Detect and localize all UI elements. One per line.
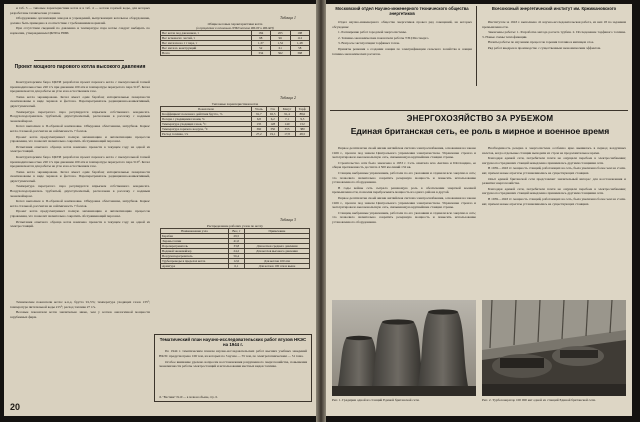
table1-subtitle: (в процентах к основным ЛЭКЗ котлов ЯП-6Т и ЯП-ЯП) (196, 26, 274, 30)
bottom-text (10, 300, 150, 340)
table-cell: 350 (267, 127, 279, 132)
table1-grid (160, 30, 310, 56)
table-cell: Арматура (161, 264, 229, 269)
turbine-hall-image (482, 300, 626, 396)
headline-rule (330, 110, 628, 111)
thematic-plan-body (159, 349, 307, 368)
table-header-cell: Вес, т (228, 229, 244, 234)
paragraph: Испытания опытного образца котла намечено провести в текущем году на одной из электростанций. (10, 144, 150, 154)
section-title: Проект мощного парового котла высокого давления (14, 64, 146, 70)
footnote: Л. "Вестник" №10 — в полном объеме, стр. 6. (159, 395, 218, 399)
table-cell: Вес вспомогат. частей, т (161, 36, 252, 41)
table-cell: 112 (290, 36, 310, 41)
table-cell: 1,52 (271, 41, 290, 46)
table-cell: Вес котла под давлением, т (161, 31, 252, 36)
paragraph: Испытания опытного образца котла намечено провести в текущем году на одной из электростанций. (10, 219, 150, 229)
paragraph: 2. Технико-экономические показатели работы ТЭЦ Мосэнерго. (338, 35, 430, 40)
paragraph: В 1939—1943 гг. мощность станций, работающих на сеть, была увеличена более чем на 2 млн. квт, причем новые агрегаты устанавливались на существующих станциях. (482, 166, 626, 175)
table-cell: 6,2 (267, 117, 279, 122)
paragraph: Особое внимание уделено вопросам восстановления разрушенного энергохозяйства, повышения экономичности работы электростанций и использования местных видов топлива. (159, 359, 307, 369)
table-header-cell: Торф (295, 107, 309, 112)
table-header-cell: Примечание (244, 229, 309, 234)
table-cell: 96 (271, 36, 290, 41)
cooling-towers-image (332, 300, 476, 396)
table3-title: Распределение рабочих узлов по котлу (206, 224, 263, 228)
table-cell: Барабан (161, 234, 229, 239)
table-cell: 56,4 (228, 254, 244, 259)
table-cell: Для котлов среднего давления (244, 244, 309, 249)
table1 (160, 22, 310, 92)
news-col1-title: Московский отдел Научно-инженерного технического общества энергетиков (335, 6, 469, 16)
table-cell: 48,5 (295, 132, 309, 137)
paragraph: 1. Расширение работ городской энергосистемы. (338, 30, 407, 35)
table-cell: 19,1 (267, 132, 279, 137)
table-cell: 140 (279, 122, 295, 127)
divider (34, 60, 124, 61)
table-cell: 24,2 (228, 249, 244, 254)
table-cell: 362 (271, 51, 290, 56)
paragraph: Температура перегретого пара регулируется впрыском собственного конденсата. Воздухоподогреватель трубчатый, двухступенчатый, расположен в рассечку с водяным экономайзером. (10, 109, 150, 123)
table2-grid (160, 106, 310, 137)
table-cell: Температура уходящих газов, °C (161, 122, 252, 127)
article-col1 (332, 146, 476, 296)
paragraph: Строительство сети было закончено в 1933 г. Сеть охватила всю Англию и Шотландию, ее общая протяженность достигла 4 500 км линий 132 кв. (332, 160, 476, 170)
paragraph: Станции, выбранные управлением, работали по его указаниям и отдавали всю энергию в сеть; это позволило значительно сократить резервную мощность и повысить использование установленного оборудования. (332, 210, 476, 224)
page-number: 20 (10, 402, 21, 412)
news-col2-body (482, 20, 626, 108)
table-cell: Воздухоподогреватель (161, 254, 229, 259)
paragraph: Температура перегретого пара регулируется впрыском собственного конденсата. Воздухоподогреватель трубчатый, двухступенчатый, расположен в рассечку с водяным экономайзером. (10, 184, 150, 198)
paragraph: Первое десятилетие своей жизни английская система электроснабжения, основанная на законе 1926 г., прошла под знаком Центрального управления электричеством. Управление строило и эксплуатировало высоковольтную сеть, связывающую крупнейшие станции страны. (332, 146, 476, 160)
book-gutter (316, 0, 326, 422)
table-cell: 368 (290, 51, 310, 56)
paragraph: Котел выполнен в П-образной компоновке. Обмуровка облегченная, натрубная. Каркас котла стальной, рассчитан на сейсмичность 7 баллов. (10, 199, 150, 208)
fig2-caption: Рис. 2. Турбогенератор 100 000 квт одной из станций Единой британской сети. (482, 398, 596, 402)
table-cell: Экраны топки (161, 239, 229, 244)
paragraph: Отдел научно-инженерного общества энергетиков провел ряд совещаний, на которых обсуждены: (332, 20, 472, 29)
table2 (160, 102, 310, 212)
paragraph: Начаты работы по изучению процессов горения топлива в кипящем слое. (488, 40, 595, 45)
table-row (161, 51, 310, 56)
left-page (4, 4, 316, 416)
table-cell: 52 (251, 46, 270, 51)
table-cell: 7,1 (279, 117, 295, 122)
paragraph: Котел выполнен в П-образной компоновке. Обмуровка облегченная, натрубная. Каркас котла стальной, рассчитан на сейсмичность 7 баллов. (10, 124, 150, 133)
paragraph: Закончены работы: 1. Разработка метода расчета турбин. 2. Исследование торфяного топлива. 3. Новые схемы теплофикации. (482, 30, 626, 39)
paragraph: По 1944 г. тематическим планом научно-исследовательских работ высших учебных заведений НКЭС предусмотрено 106 тем, из которых по 3 вузам — 55 тем, по электротехническим — 51 тема. (159, 349, 307, 358)
table1-label: Таблица 1 (280, 16, 296, 20)
table-cell: 360 (251, 127, 266, 132)
table1-title: Общие весовые характеристики котла (207, 22, 263, 26)
paragraph: Топка котла экранирована. Котел имеет один барабан; испарительные поверхности скомпонованы в виде экранов и фестона. Пароперегреватель радиационно-конвективный, двухступенчатый. (10, 169, 150, 183)
paragraph: Конструкторским бюро ЦКТИ разработан проект парового котла с пылеугольной топкой производительностью 220 т/ч при давлении 100 ати и температуре перегретого пара 510°. Котел предназначается для работы на угле и на естественном газе. (10, 80, 150, 94)
table-cell: Температура горячего воздуха, °C (161, 127, 252, 132)
table-cell: Расход топлива, т/ч (161, 132, 252, 137)
table-cell: 152 (295, 122, 309, 127)
table-cell: Для котлов 100 ати (244, 259, 309, 264)
paragraph: Опыт единой британской сети представляет значительный интерес для восстановления и развития энергохозяйства. (482, 176, 626, 186)
headline-kicker: ЭНЕРГОХОЗЯЙСТВО ЗА РУБЕЖОМ (406, 114, 554, 123)
table-cell: 29,5 (228, 234, 244, 239)
table-cell: 198 (290, 31, 310, 36)
table-header-cell: Уголь (251, 107, 266, 112)
table-cell: 61 (271, 46, 290, 51)
table-row (161, 244, 310, 249)
fig1-caption: Рис. 1. Градирни одной из станций Единой британской сети. (332, 398, 420, 402)
paragraph: Топка котла экранирована. Котел имеет один барабан; испарительные поверхности скомпонованы в виде экранов и фестона. Пароперегреватель радиационно-конвективный, двухступенчатый. (10, 94, 150, 108)
paragraph: Институтом за 1943 г. выполнено 41 научно-исследовательская работа, из них 18 по заданиям промышленности. (482, 20, 626, 29)
paragraph: Проект котла предусматривает полную механизацию и автоматизацию процессов управления, что позволит значительно сократить обслуживающий персонал. (10, 209, 150, 219)
table-cell: 88,6 (295, 112, 309, 117)
table-cell: 17,8 (279, 132, 295, 137)
table-header-cell: Газ (267, 107, 279, 112)
table-cell: 205 (271, 31, 290, 36)
turbogenerator-photo (482, 300, 626, 396)
paragraph: Первое десятилетие своей жизни английская система электроснабжения, основанная на законе 1926 г., прошла под знаком Центрального управления электричеством. Управление строило и эксплуатировало высоковольтную сеть, связывающую крупнейшие станции страны. (332, 195, 476, 210)
table-header-cell: Мазут (279, 107, 295, 112)
table-row (161, 259, 310, 264)
cooling-towers-photo (332, 300, 476, 396)
table-cell: Пароперегреватель (161, 244, 229, 249)
paragraph: Ряд работ внедрен в производство с существенным экономическим эффектом. (488, 45, 602, 50)
intro-text-column (10, 6, 150, 58)
paragraph: Необходимость резерва в энергосистеме особенно ярко выявилась в период воздушных налетов, когда отдельные станции выходили из строя на продолжительное время. (482, 146, 626, 155)
paragraph: В годы войны сеть сыграла решающую роль в обеспечении энергией военной промышленности, позволяя перебрасывать мощность из одного района в другой. (332, 185, 476, 195)
table-cell: Потери с уходящими газами, % (161, 117, 252, 122)
table-cell: 1,37 (251, 41, 270, 46)
table-cell: 58 (290, 46, 310, 51)
table3-grid (160, 228, 310, 269)
table-cell: 33,8 (228, 244, 244, 249)
table3 (160, 224, 310, 324)
table-cell: 184 (251, 31, 270, 36)
section-body (10, 80, 150, 298)
table-cell: 1,48 (290, 41, 310, 46)
table-cell: 9,3 (295, 117, 309, 122)
table-cell: Трубопроводы в пределах котла (161, 259, 229, 264)
paragraph: 3. Вопросы эксплуатации торфяных топок. (338, 41, 400, 46)
table-cell: Вес металл. конструкций (161, 46, 252, 51)
table-cell: 334 (251, 51, 270, 56)
table3-label: Таблица 3 (280, 218, 296, 222)
paragraph: Станции, выбранные управлением, работали по его указаниям и отдавали всю энергию в сеть; это позволило значительно сократить резервную мощность и повысить использование установленного оборудования. (332, 170, 476, 185)
table-cell: Всего (161, 51, 252, 56)
table-cell: Водяной экономайзер (161, 249, 229, 254)
paragraph: и таб. 3 — типовые характеристики котла и в таб. 4 — котлов горячей воды, для которых разработаны технические условия. (10, 6, 150, 15)
column-divider (476, 6, 477, 86)
paragraph: Весовые показатели котла значительно ниже, чем у котлов аналогичной мощности зарубежных фирм. (10, 310, 150, 319)
table-cell: 98 (251, 36, 270, 41)
thematic-plan-box (154, 334, 312, 402)
paragraph: Конструкторским бюро ЦКТИ разработан проект парового котла с пылеугольной топкой производительностью 220 т/ч при давлении 100 ати и температуре перегретого пара 510°. Котел предназначается для работы на угле и на естественном газе. (10, 154, 150, 169)
paragraph: Технические показатели котла: к.п.д. брутто 91,5%; температура уходящих газов 135°; температура питательной воды 215°; расход топлива 27 т/ч. (10, 300, 150, 309)
table-cell: 6,8 (251, 117, 266, 122)
headline: Единая британская сеть, ее роль в мирное и военное время (350, 126, 610, 136)
table-cell: 91,7 (251, 112, 266, 117)
table-cell: 41,0 (228, 239, 244, 244)
table-row (161, 264, 310, 269)
table-cell: 355 (279, 127, 295, 132)
table-header-cell: Показатели (161, 107, 252, 112)
news-col2-title: Всесоюзный энергетический институт им. Кржижановского (491, 6, 617, 11)
news-col1-body (332, 20, 472, 86)
table-cell: 12,6 (228, 259, 244, 264)
table-row (161, 132, 310, 137)
table-cell: 91,4 (279, 112, 295, 117)
table2-title: Тепловые характеристики котла (211, 102, 259, 106)
paragraph: При отсутствии сведений по давлению и температуре пара котлы следует выбирать по нормалям, утвержденным ЦКТИ и НИИ. (10, 26, 150, 35)
paragraph: Благодаря единой сети, потребители почти не ощущали перебоев в электроснабжении; нагрузка пострадавших станций немедленно принималась другими станциями сети. (482, 156, 626, 165)
article-col2 (482, 146, 626, 296)
table-cell: 6,1 (228, 264, 244, 269)
thematic-plan-title: Тематический план научно-исследовательских работ втузов НКЭС на 1944 г. (159, 337, 307, 348)
table-cell: 92,5 (267, 112, 279, 117)
table-cell: 128 (267, 122, 279, 127)
paragraph: Оборудование организации заводов и учреждений, выпускающих котельное оборудование, должно быть приведено в соответствие с требованиями нормалей. (10, 16, 150, 25)
table-cell: Для котлов высокого давления (244, 249, 309, 254)
paragraph: Приняты решения о создании секции по электрификации сельского хозяйства и секции технико-экономических расчетов. (332, 46, 472, 56)
table-cell: Вес металла на 1 т пара, т (161, 41, 252, 46)
right-page (326, 4, 632, 416)
table2-label: Таблица 2 (280, 96, 296, 100)
paragraph: В 1939—1943 гг. мощность станций, работающих на сеть, была увеличена более чем на 2 млн. квт, причем новые агрегаты устанавливались на существующих станциях. (482, 196, 626, 206)
table-cell: 135 (251, 122, 266, 127)
table-cell: Для котлов 100 ати и выше (244, 264, 309, 269)
table-cell: 27,2 (251, 132, 266, 137)
table-row (161, 249, 310, 254)
table-header-cell: Наименование узла (161, 229, 229, 234)
paragraph: Проект котла предусматривает полную механизацию и автоматизацию процессов управления, что позволит значительно сократить обслуживающий персонал. (10, 134, 150, 144)
paragraph: Благодаря единой сети, потребители почти не ощущали перебоев в электроснабжении; нагрузка пострадавших станций немедленно принималась другими станциями сети. (482, 186, 626, 196)
table-cell: 380 (295, 127, 309, 132)
table-cell: Коэффициент полезного действия брутто, % (161, 112, 252, 117)
